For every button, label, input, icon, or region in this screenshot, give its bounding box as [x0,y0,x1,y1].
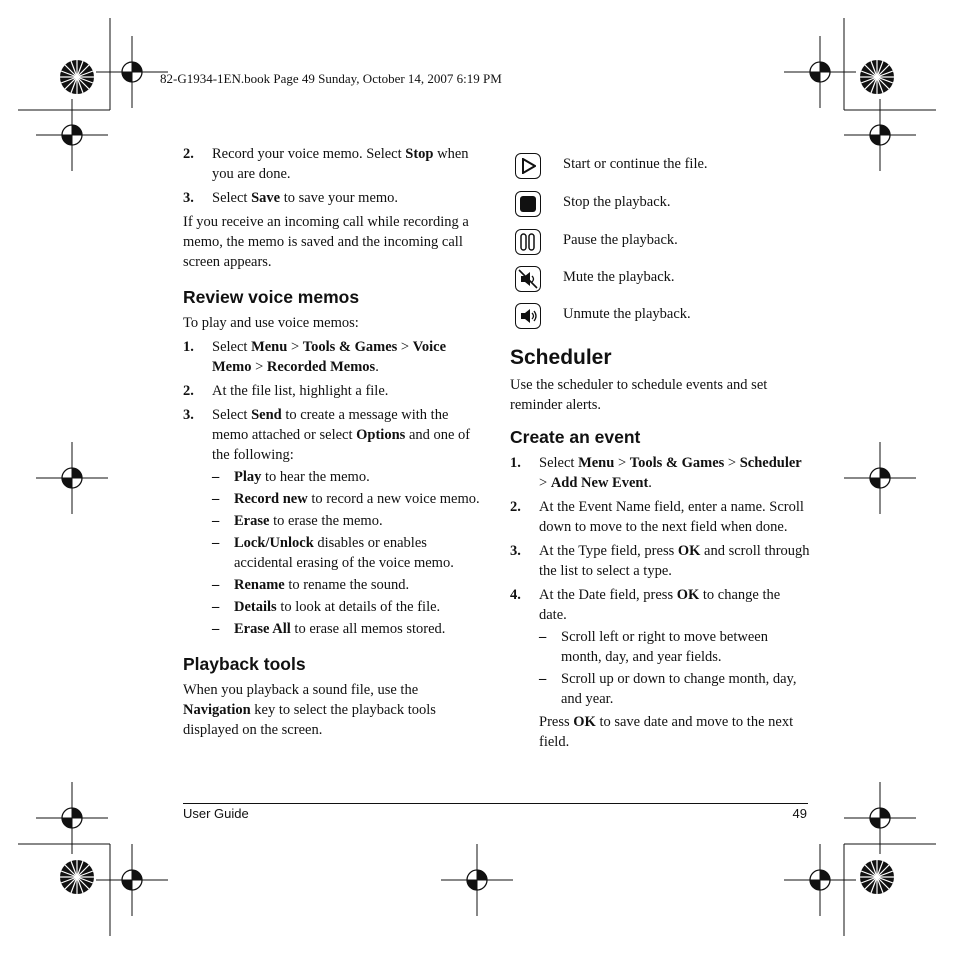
text-run: Record your voice memo. Select [212,146,406,162]
dash-bullet: – [212,513,220,529]
scheduler-intro: Use the scheduler to schedule events and set reminder alerts. [510,377,768,413]
step-number: 4. [510,587,521,603]
press-ok-paragraph [510,712,810,752]
bold-term: Save [251,190,281,206]
text-run: to erase all memos stored. [290,621,446,637]
dash-bullet: – [539,629,547,645]
tool-description: Unmute the playback. [563,306,691,322]
text-run: to look at details of the file. [276,599,441,615]
tool-row-play [515,153,815,181]
text-run: Scroll left or right to move between month, day, and year fields. [561,629,768,665]
text-run: > [724,455,740,471]
step-number: 2. [510,499,521,515]
numbered-step [183,381,483,401]
memo-options-list [183,467,483,639]
text-run: Select [212,190,252,206]
text-run: to erase the memo. [269,513,383,529]
step-number: 1. [183,339,194,355]
text-run: At the file list, highlight a file. [212,383,389,399]
dash-list-item [539,669,810,709]
unmute-icon [515,303,541,329]
step-number: 3. [183,190,194,206]
dash-bullet: – [212,577,220,593]
review-steps [183,337,483,465]
bold-term: Record new [234,491,308,507]
step-number: 3. [183,407,194,423]
tool-row-stop [515,191,815,219]
bold-term: Details [234,599,277,615]
text-run: > [397,339,413,355]
numbered-step [510,585,810,625]
text-run: to create a message with the memo attached or select [212,407,449,443]
playback-paragraph [183,680,483,740]
tool-row-pause [515,229,815,257]
text-run: When you playback a sound file, use the [183,682,419,698]
print-header: 82-G1934-1EN.book Page 49 Sunday, October 14, 2007 6:19 PM [160,71,502,86]
text-run: > [287,339,303,355]
text-run: when you are done. [212,146,469,182]
playback-tools-heading: Playback tools [183,654,306,674]
text-run: to rename the sound. [284,577,410,593]
text-run: to save your memo. [280,190,399,206]
tool-row-unmute [515,303,815,331]
text-run: to save date and move to the next field. [539,714,794,750]
dash-bullet: – [212,599,220,615]
dash-list-item [212,533,483,573]
stop-icon [515,191,541,217]
numbered-step [510,497,810,537]
text-run: and scroll through the list to select a type. [539,543,810,579]
text-run: to hear the memo. [261,469,370,485]
bold-term: Stop [405,146,434,162]
text-run: Select [212,407,252,423]
bold-term: OK [573,714,596,730]
footer-label: User Guide [183,806,249,821]
numbered-step [510,453,810,493]
record-steps [183,144,483,208]
review-voice-memos-heading: Review voice memos [183,287,360,307]
text-run: Select [539,455,579,471]
text-run: > [614,455,630,471]
step-number: 2. [183,146,194,162]
text-run: Select [212,339,252,355]
dash-bullet: – [212,491,220,507]
bold-term: Voice Memo [212,339,447,375]
text-run: . [375,359,379,375]
text-run: At the Type field, press [539,543,678,559]
tool-description: Stop the playback. [563,194,671,210]
right-column [510,345,810,752]
dash-bullet: – [539,671,547,687]
numbered-step [183,188,483,208]
bold-term: Menu [578,455,615,471]
pause-icon [515,229,541,255]
tool-row-mute [515,266,815,294]
dash-list-item [212,575,483,595]
tool-description: Mute the playback. [563,269,675,285]
text-run: key to select the playback tools displayed on the screen. [183,702,436,738]
text-run: Press [539,714,574,730]
bold-term: Erase All [234,621,291,637]
bold-term: Tools & Games [302,339,398,355]
mute-icon [515,266,541,292]
dash-bullet: – [212,535,220,551]
bold-term: OK [677,543,701,559]
left-column [183,144,483,740]
dash-list-item [212,467,483,487]
date-options-list [510,627,810,709]
dash-list-item [212,511,483,531]
text-run: . [648,475,652,491]
dash-list-item [539,627,810,667]
tool-description: Start or continue the file. [563,156,708,172]
text-run: At the Date field, press [539,587,677,603]
bold-term: Rename [234,577,285,593]
numbered-step [183,337,483,377]
step-number: 3. [510,543,521,559]
text-run: to change the date. [539,587,781,623]
bold-term: Scheduler [739,455,802,471]
create-event-steps [510,453,810,625]
dash-bullet: – [212,469,220,485]
step-number: 1. [510,455,521,471]
review-intro: To play and use voice memos: [183,315,359,331]
numbered-step [510,541,810,581]
bold-term: Send [251,407,282,423]
step-number: 2. [183,383,194,399]
bold-term: Play [234,469,262,485]
numbered-step [183,144,483,184]
text-run: and one of the following: [212,427,471,463]
text-run: disables or enables accidental erasing of the voice memo. [234,535,454,571]
text-run: > [251,359,267,375]
create-an-event-heading: Create an event [510,427,641,447]
footer-rule [183,803,808,804]
bold-term: OK [676,587,700,603]
page-number: 49 [792,806,807,821]
scheduler-heading: Scheduler [510,346,612,369]
text-run: > [539,475,551,491]
text-run: At the Event Name field, enter a name. Scroll down to move to the next field when done. [539,499,804,535]
bold-term: Add New Event [550,475,649,491]
numbered-step [183,405,483,465]
dash-bullet: – [212,621,220,637]
bold-term: Navigation [183,702,251,718]
dash-list-item [212,597,483,617]
dash-list-item [212,619,483,639]
text-run: to record a new voice memo. [307,491,480,507]
tool-description: Pause the playback. [563,232,678,248]
bold-term: Tools & Games [629,455,725,471]
bold-term: Recorded Memos [266,359,376,375]
bold-term: Lock/Unlock [234,535,314,551]
bold-term: Options [356,427,406,443]
bold-term: Menu [251,339,288,355]
bold-term: Erase [234,513,270,529]
dash-list-item [212,489,483,509]
text-run: Scroll up or down to change month, day, and year. [561,671,797,707]
play-icon [515,153,541,179]
incoming-call-paragraph: If you receive an incoming call while recording a memo, the memo is saved and the incoming call screen appears. [183,214,469,270]
